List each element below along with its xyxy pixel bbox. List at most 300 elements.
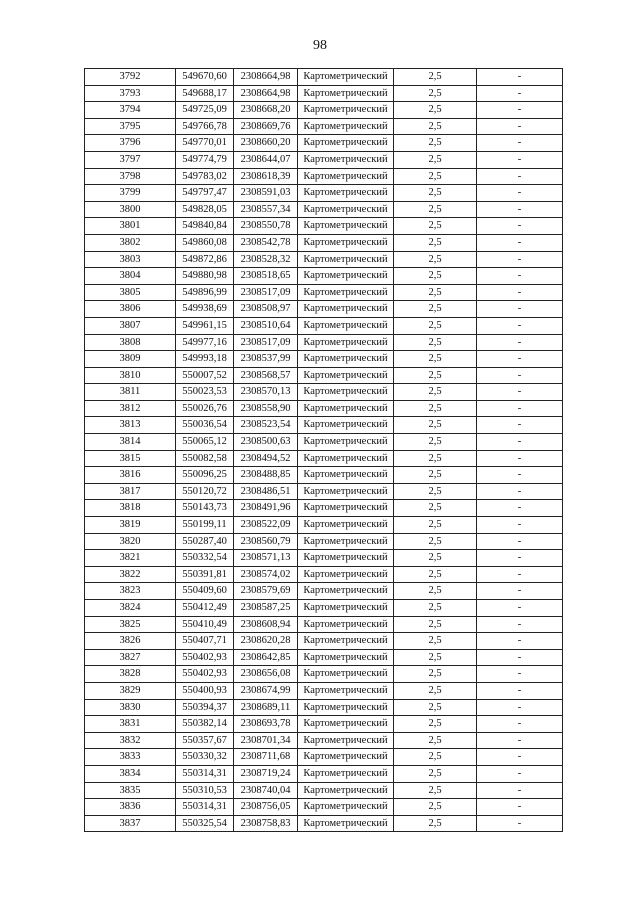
description-cell: - — [477, 185, 563, 202]
accuracy-cell: 2,5 — [394, 782, 477, 799]
accuracy-cell: 2,5 — [394, 234, 477, 251]
method-cell: Картометрический — [298, 234, 394, 251]
method-cell: Картометрический — [298, 616, 394, 633]
method-cell: Картометрический — [298, 251, 394, 268]
y-coordinate-cell: 2308571,13 — [234, 550, 298, 567]
table-row — [85, 600, 563, 617]
x-coordinate-cell: 550023,53 — [176, 384, 234, 401]
description-cell: - — [477, 400, 563, 417]
point-number-cell: 3794 — [85, 102, 176, 119]
table-row — [85, 69, 563, 86]
accuracy-cell: 2,5 — [394, 185, 477, 202]
method-cell: Картометрический — [298, 400, 394, 417]
y-coordinate-cell: 2308664,98 — [234, 85, 298, 102]
table-row — [85, 765, 563, 782]
accuracy-cell: 2,5 — [394, 799, 477, 816]
table-row — [85, 284, 563, 301]
y-coordinate-cell: 2308674,99 — [234, 682, 298, 699]
x-coordinate-cell: 549872,86 — [176, 251, 234, 268]
description-cell: - — [477, 118, 563, 135]
description-cell: - — [477, 251, 563, 268]
y-coordinate-cell: 2308579,69 — [234, 583, 298, 600]
table-row — [85, 268, 563, 285]
method-cell: Картометрический — [298, 566, 394, 583]
description-cell: - — [477, 151, 563, 168]
description-cell: - — [477, 450, 563, 467]
y-coordinate-cell: 2308668,20 — [234, 102, 298, 119]
table-row — [85, 301, 563, 318]
description-cell: - — [477, 716, 563, 733]
method-cell: Картометрический — [298, 168, 394, 185]
description-cell: - — [477, 649, 563, 666]
y-coordinate-cell: 2308510,64 — [234, 317, 298, 334]
description-cell: - — [477, 218, 563, 235]
x-coordinate-cell: 549880,98 — [176, 268, 234, 285]
method-cell: Картометрический — [298, 151, 394, 168]
description-cell: - — [477, 633, 563, 650]
x-coordinate-cell: 549896,99 — [176, 284, 234, 301]
description-cell: - — [477, 417, 563, 434]
y-coordinate-cell: 2308719,24 — [234, 765, 298, 782]
table-row — [85, 682, 563, 699]
description-cell: - — [477, 102, 563, 119]
point-number-cell: 3822 — [85, 566, 176, 583]
accuracy-cell: 2,5 — [394, 765, 477, 782]
point-number-cell: 3828 — [85, 666, 176, 683]
point-number-cell: 3807 — [85, 317, 176, 334]
method-cell: Картометрический — [298, 517, 394, 534]
accuracy-cell: 2,5 — [394, 500, 477, 517]
accuracy-cell: 2,5 — [394, 268, 477, 285]
table-row — [85, 782, 563, 799]
point-number-cell: 3829 — [85, 682, 176, 699]
table-row — [85, 135, 563, 152]
method-cell: Картометрический — [298, 682, 394, 699]
x-coordinate-cell: 549725,09 — [176, 102, 234, 119]
method-cell: Картометрический — [298, 533, 394, 550]
y-coordinate-cell: 2308491,96 — [234, 500, 298, 517]
table-row — [85, 732, 563, 749]
point-number-cell: 3835 — [85, 782, 176, 799]
y-coordinate-cell: 2308508,97 — [234, 301, 298, 318]
y-coordinate-cell: 2308664,98 — [234, 69, 298, 86]
accuracy-cell: 2,5 — [394, 533, 477, 550]
table-row — [85, 583, 563, 600]
x-coordinate-cell: 550357,67 — [176, 732, 234, 749]
table-row — [85, 799, 563, 816]
method-cell: Картометрический — [298, 782, 394, 799]
table-row — [85, 666, 563, 683]
point-number-cell: 3792 — [85, 69, 176, 86]
description-cell: - — [477, 334, 563, 351]
y-coordinate-cell: 2308550,78 — [234, 218, 298, 235]
x-coordinate-cell: 549774,79 — [176, 151, 234, 168]
point-number-cell: 3803 — [85, 251, 176, 268]
point-number-cell: 3827 — [85, 649, 176, 666]
point-number-cell: 3809 — [85, 351, 176, 368]
table-row — [85, 450, 563, 467]
description-cell: - — [477, 782, 563, 799]
accuracy-cell: 2,5 — [394, 85, 477, 102]
table-row — [85, 517, 563, 534]
point-number-cell: 3815 — [85, 450, 176, 467]
y-coordinate-cell: 2308568,57 — [234, 367, 298, 384]
point-number-cell: 3800 — [85, 201, 176, 218]
accuracy-cell: 2,5 — [394, 400, 477, 417]
method-cell: Картометрический — [298, 201, 394, 218]
description-cell: - — [477, 85, 563, 102]
table-row — [85, 417, 563, 434]
description-cell: - — [477, 467, 563, 484]
table-row — [85, 716, 563, 733]
x-coordinate-cell: 550314,31 — [176, 799, 234, 816]
method-cell: Картометрический — [298, 185, 394, 202]
description-cell: - — [477, 517, 563, 534]
accuracy-cell: 2,5 — [394, 434, 477, 451]
x-coordinate-cell: 550199,11 — [176, 517, 234, 534]
method-cell: Картометрический — [298, 500, 394, 517]
point-number-cell: 3833 — [85, 749, 176, 766]
point-number-cell: 3796 — [85, 135, 176, 152]
description-cell: - — [477, 600, 563, 617]
y-coordinate-cell: 2308500,63 — [234, 434, 298, 451]
method-cell: Картометрический — [298, 815, 394, 832]
y-coordinate-cell: 2308660,20 — [234, 135, 298, 152]
description-cell: - — [477, 434, 563, 451]
x-coordinate-cell: 549688,17 — [176, 85, 234, 102]
description-cell: - — [477, 616, 563, 633]
page-number: 98 — [313, 38, 327, 53]
method-cell: Картометрический — [298, 367, 394, 384]
table-row — [85, 85, 563, 102]
table-row — [85, 151, 563, 168]
point-number-cell: 3799 — [85, 185, 176, 202]
point-number-cell: 3797 — [85, 151, 176, 168]
x-coordinate-cell: 549797,47 — [176, 185, 234, 202]
x-coordinate-cell: 550314,31 — [176, 765, 234, 782]
accuracy-cell: 2,5 — [394, 251, 477, 268]
description-cell: - — [477, 483, 563, 500]
description-cell: - — [477, 201, 563, 218]
y-coordinate-cell: 2308618,39 — [234, 168, 298, 185]
y-coordinate-cell: 2308560,79 — [234, 533, 298, 550]
table-row — [85, 500, 563, 517]
accuracy-cell: 2,5 — [394, 716, 477, 733]
accuracy-cell: 2,5 — [394, 69, 477, 86]
description-cell: - — [477, 69, 563, 86]
x-coordinate-cell: 550096,25 — [176, 467, 234, 484]
description-cell: - — [477, 566, 563, 583]
accuracy-cell: 2,5 — [394, 351, 477, 368]
accuracy-cell: 2,5 — [394, 566, 477, 583]
x-coordinate-cell: 549840,84 — [176, 218, 234, 235]
x-coordinate-cell: 550287,40 — [176, 533, 234, 550]
point-number-cell: 3816 — [85, 467, 176, 484]
y-coordinate-cell: 2308756,05 — [234, 799, 298, 816]
method-cell: Картометрический — [298, 716, 394, 733]
method-cell: Картометрический — [298, 102, 394, 119]
y-coordinate-cell: 2308517,09 — [234, 334, 298, 351]
description-cell: - — [477, 699, 563, 716]
x-coordinate-cell: 550082,58 — [176, 450, 234, 467]
y-coordinate-cell: 2308558,90 — [234, 400, 298, 417]
x-coordinate-cell: 549766,78 — [176, 118, 234, 135]
point-number-cell: 3820 — [85, 533, 176, 550]
x-coordinate-cell: 549670,60 — [176, 69, 234, 86]
point-number-cell: 3806 — [85, 301, 176, 318]
description-cell: - — [477, 799, 563, 816]
point-number-cell: 3795 — [85, 118, 176, 135]
accuracy-cell: 2,5 — [394, 666, 477, 683]
method-cell: Картометрический — [298, 284, 394, 301]
method-cell: Картометрический — [298, 351, 394, 368]
description-cell: - — [477, 234, 563, 251]
y-coordinate-cell: 2308608,94 — [234, 616, 298, 633]
method-cell: Картометрический — [298, 600, 394, 617]
point-number-cell: 3817 — [85, 483, 176, 500]
y-coordinate-cell: 2308557,34 — [234, 201, 298, 218]
table-row — [85, 533, 563, 550]
x-coordinate-cell: 549993,18 — [176, 351, 234, 368]
x-coordinate-cell: 549860,08 — [176, 234, 234, 251]
table-row — [85, 566, 563, 583]
table-row — [85, 234, 563, 251]
x-coordinate-cell: 549977,16 — [176, 334, 234, 351]
accuracy-cell: 2,5 — [394, 168, 477, 185]
y-coordinate-cell: 2308574,02 — [234, 566, 298, 583]
y-coordinate-cell: 2308587,25 — [234, 600, 298, 617]
y-coordinate-cell: 2308758,83 — [234, 815, 298, 832]
x-coordinate-cell: 550407,71 — [176, 633, 234, 650]
x-coordinate-cell: 549783,02 — [176, 168, 234, 185]
point-number-cell: 3819 — [85, 517, 176, 534]
table-row — [85, 467, 563, 484]
x-coordinate-cell: 550394,37 — [176, 699, 234, 716]
y-coordinate-cell: 2308570,13 — [234, 384, 298, 401]
x-coordinate-cell: 550402,93 — [176, 649, 234, 666]
x-coordinate-cell: 550325,54 — [176, 815, 234, 832]
method-cell: Картометрический — [298, 749, 394, 766]
point-number-cell: 3801 — [85, 218, 176, 235]
accuracy-cell: 2,5 — [394, 732, 477, 749]
description-cell: - — [477, 135, 563, 152]
point-number-cell: 3837 — [85, 815, 176, 832]
y-coordinate-cell: 2308488,85 — [234, 467, 298, 484]
description-cell: - — [477, 550, 563, 567]
description-cell: - — [477, 168, 563, 185]
accuracy-cell: 2,5 — [394, 135, 477, 152]
method-cell: Картометрический — [298, 417, 394, 434]
accuracy-cell: 2,5 — [394, 600, 477, 617]
coordinates-table-body — [85, 69, 563, 832]
point-number-cell: 3811 — [85, 384, 176, 401]
method-cell: Картометрический — [298, 69, 394, 86]
point-number-cell: 3808 — [85, 334, 176, 351]
method-cell: Картометрический — [298, 118, 394, 135]
table-row — [85, 351, 563, 368]
x-coordinate-cell: 550065,12 — [176, 434, 234, 451]
table-row — [85, 102, 563, 119]
point-number-cell: 3823 — [85, 583, 176, 600]
y-coordinate-cell: 2308701,34 — [234, 732, 298, 749]
table-row — [85, 815, 563, 832]
method-cell: Картометрический — [298, 384, 394, 401]
x-coordinate-cell: 550391,81 — [176, 566, 234, 583]
method-cell: Картометрический — [298, 467, 394, 484]
accuracy-cell: 2,5 — [394, 467, 477, 484]
accuracy-cell: 2,5 — [394, 633, 477, 650]
method-cell: Картометрический — [298, 765, 394, 782]
method-cell: Картометрический — [298, 450, 394, 467]
description-cell: - — [477, 317, 563, 334]
y-coordinate-cell: 2308542,78 — [234, 234, 298, 251]
y-coordinate-cell: 2308486,51 — [234, 483, 298, 500]
table-row — [85, 218, 563, 235]
method-cell: Картометрический — [298, 85, 394, 102]
accuracy-cell: 2,5 — [394, 102, 477, 119]
x-coordinate-cell: 549828,05 — [176, 201, 234, 218]
accuracy-cell: 2,5 — [394, 699, 477, 716]
accuracy-cell: 2,5 — [394, 301, 477, 318]
method-cell: Картометрический — [298, 135, 394, 152]
y-coordinate-cell: 2308740,04 — [234, 782, 298, 799]
table-row — [85, 317, 563, 334]
table-row — [85, 699, 563, 716]
method-cell: Картометрический — [298, 334, 394, 351]
table-row — [85, 616, 563, 633]
x-coordinate-cell: 550412,49 — [176, 600, 234, 617]
point-number-cell: 3818 — [85, 500, 176, 517]
description-cell: - — [477, 583, 563, 600]
accuracy-cell: 2,5 — [394, 616, 477, 633]
y-coordinate-cell: 2308642,85 — [234, 649, 298, 666]
accuracy-cell: 2,5 — [394, 815, 477, 832]
method-cell: Картометрический — [298, 317, 394, 334]
point-number-cell: 3812 — [85, 400, 176, 417]
x-coordinate-cell: 550310,53 — [176, 782, 234, 799]
description-cell: - — [477, 533, 563, 550]
y-coordinate-cell: 2308591,03 — [234, 185, 298, 202]
accuracy-cell: 2,5 — [394, 367, 477, 384]
description-cell: - — [477, 749, 563, 766]
table-row — [85, 334, 563, 351]
accuracy-cell: 2,5 — [394, 201, 477, 218]
point-number-cell: 3814 — [85, 434, 176, 451]
point-number-cell: 3826 — [85, 633, 176, 650]
method-cell: Картометрический — [298, 633, 394, 650]
point-number-cell: 3832 — [85, 732, 176, 749]
table-row — [85, 434, 563, 451]
method-cell: Картометрический — [298, 218, 394, 235]
method-cell: Картометрический — [298, 268, 394, 285]
x-coordinate-cell: 549938,69 — [176, 301, 234, 318]
method-cell: Картометрический — [298, 666, 394, 683]
x-coordinate-cell: 550120,72 — [176, 483, 234, 500]
method-cell: Картометрический — [298, 434, 394, 451]
y-coordinate-cell: 2308669,76 — [234, 118, 298, 135]
accuracy-cell: 2,5 — [394, 334, 477, 351]
table-row — [85, 550, 563, 567]
table-row — [85, 251, 563, 268]
table-row — [85, 483, 563, 500]
description-cell: - — [477, 351, 563, 368]
y-coordinate-cell: 2308528,32 — [234, 251, 298, 268]
x-coordinate-cell: 549770,01 — [176, 135, 234, 152]
table-row — [85, 649, 563, 666]
description-cell: - — [477, 367, 563, 384]
accuracy-cell: 2,5 — [394, 649, 477, 666]
table-row — [85, 633, 563, 650]
point-number-cell: 3793 — [85, 85, 176, 102]
accuracy-cell: 2,5 — [394, 118, 477, 135]
description-cell: - — [477, 815, 563, 832]
point-number-cell: 3834 — [85, 765, 176, 782]
table-row — [85, 749, 563, 766]
x-coordinate-cell: 550402,93 — [176, 666, 234, 683]
y-coordinate-cell: 2308644,07 — [234, 151, 298, 168]
method-cell: Картометрический — [298, 699, 394, 716]
accuracy-cell: 2,5 — [394, 317, 477, 334]
table-row — [85, 367, 563, 384]
accuracy-cell: 2,5 — [394, 483, 477, 500]
method-cell: Картометрический — [298, 550, 394, 567]
description-cell: - — [477, 301, 563, 318]
point-number-cell: 3824 — [85, 600, 176, 617]
description-cell: - — [477, 732, 563, 749]
accuracy-cell: 2,5 — [394, 550, 477, 567]
accuracy-cell: 2,5 — [394, 284, 477, 301]
x-coordinate-cell: 550400,93 — [176, 682, 234, 699]
description-cell: - — [477, 268, 563, 285]
y-coordinate-cell: 2308522,09 — [234, 517, 298, 534]
point-number-cell: 3802 — [85, 234, 176, 251]
method-cell: Картометрический — [298, 732, 394, 749]
x-coordinate-cell: 550036,54 — [176, 417, 234, 434]
x-coordinate-cell: 549961,15 — [176, 317, 234, 334]
point-number-cell: 3810 — [85, 367, 176, 384]
point-number-cell: 3813 — [85, 417, 176, 434]
description-cell: - — [477, 500, 563, 517]
y-coordinate-cell: 2308494,52 — [234, 450, 298, 467]
x-coordinate-cell: 550409,60 — [176, 583, 234, 600]
accuracy-cell: 2,5 — [394, 384, 477, 401]
table-row — [85, 201, 563, 218]
x-coordinate-cell: 550026,76 — [176, 400, 234, 417]
method-cell: Картометрический — [298, 649, 394, 666]
method-cell: Картометрический — [298, 583, 394, 600]
method-cell: Картометрический — [298, 799, 394, 816]
accuracy-cell: 2,5 — [394, 218, 477, 235]
y-coordinate-cell: 2308620,28 — [234, 633, 298, 650]
accuracy-cell: 2,5 — [394, 682, 477, 699]
table-row — [85, 384, 563, 401]
point-number-cell: 3830 — [85, 699, 176, 716]
accuracy-cell: 2,5 — [394, 749, 477, 766]
point-number-cell: 3805 — [85, 284, 176, 301]
table-row — [85, 118, 563, 135]
accuracy-cell: 2,5 — [394, 583, 477, 600]
x-coordinate-cell: 550410,49 — [176, 616, 234, 633]
method-cell: Картометрический — [298, 483, 394, 500]
point-number-cell: 3836 — [85, 799, 176, 816]
accuracy-cell: 2,5 — [394, 450, 477, 467]
description-cell: - — [477, 682, 563, 699]
point-number-cell: 3825 — [85, 616, 176, 633]
table-row — [85, 400, 563, 417]
y-coordinate-cell: 2308517,09 — [234, 284, 298, 301]
y-coordinate-cell: 2308537,99 — [234, 351, 298, 368]
x-coordinate-cell: 550330,32 — [176, 749, 234, 766]
